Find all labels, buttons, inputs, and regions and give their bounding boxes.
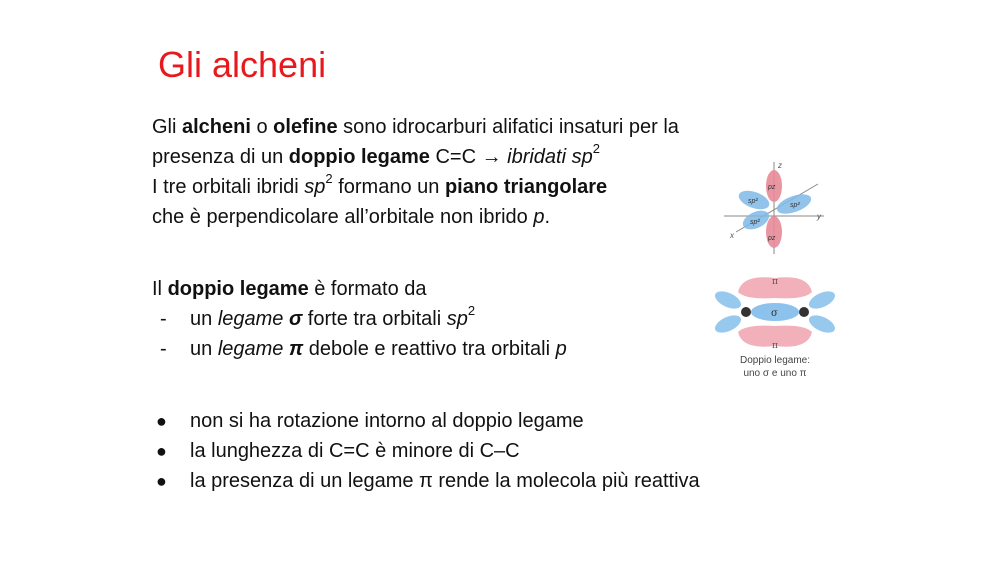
double-bond-diagram <box>712 270 838 354</box>
double-bond-figure <box>712 270 838 388</box>
sp2-label-lower: sp² <box>750 219 760 226</box>
p-lobe-bottom <box>766 216 782 248</box>
intro-line-1: Gli alcheni o olefine sono idrocarburi alifatici insaturi per la <box>152 116 679 138</box>
sigma-bond-item: - un legame σ forte tra orbitali $sp^2$ <box>160 303 476 330</box>
slide-title: Gli alcheni <box>158 44 327 85</box>
sp2-orbitals-figure <box>718 156 830 260</box>
bullet-marker: ● <box>156 471 167 491</box>
pi-label-bottom: π <box>772 341 778 351</box>
sp2-label-left: sp² <box>748 198 758 205</box>
sp2-orbitals-diagram <box>718 156 830 260</box>
double-bond-heading: Il doppio legame è formato da <box>152 278 427 300</box>
pz-label-bottom: pz <box>768 235 776 242</box>
figure-caption <box>712 354 838 380</box>
bullet-marker: ● <box>156 441 167 461</box>
caption-line-2: uno σ e uno π <box>743 368 807 379</box>
sp2-label-right: sp² <box>790 202 800 209</box>
list-item: ● non si ha rotazione intorno al doppio legame <box>152 406 700 436</box>
caption-line-1: Doppio legame: <box>739 355 811 366</box>
double-bond-paragraph <box>152 274 712 364</box>
x-label: x <box>730 231 734 240</box>
properties-list <box>152 406 700 496</box>
z-label: z <box>778 161 782 170</box>
bullet-marker: ● <box>156 411 167 431</box>
pz-label-top: pz <box>768 184 776 191</box>
carbon-atom-left <box>741 307 751 317</box>
list-item: ● la presenza di un legame π rende la molecola più reattiva <box>152 466 700 496</box>
intro-line-3: I tre orbitali ibridi $sp^2$ formano un piano triangolare <box>152 171 608 198</box>
intro-line-2: presenza di un doppio legame C=C → ibridati $sp^2$ <box>152 141 600 168</box>
intro-paragraph <box>152 112 792 232</box>
carbon-atom-right <box>799 307 809 317</box>
pi-bond-item: - un legame π debole e reattivo tra orbitali p <box>160 338 567 360</box>
list-item: ● la lunghezza di C=C è minore di C–C <box>152 436 700 466</box>
pi-label-top: π <box>772 277 778 287</box>
intro-line-4: che è perpendicolare all’orbitale non ibrido p. <box>152 206 551 228</box>
sigma-label: σ <box>771 308 778 319</box>
y-label: y <box>817 212 821 221</box>
